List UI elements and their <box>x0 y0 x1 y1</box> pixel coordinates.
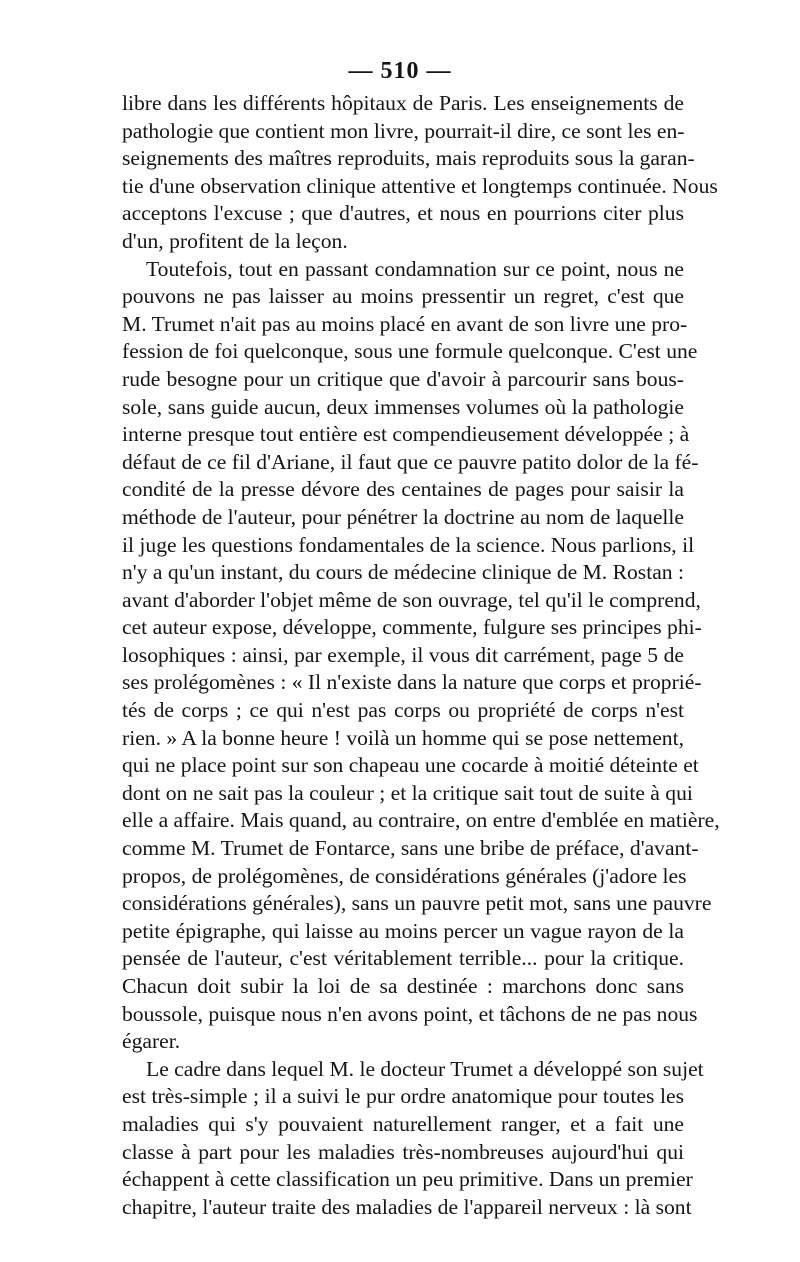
text-line: propos, de prolégomènes, de considérations générales (j'adore les <box>122 863 687 888</box>
text-line: condité de la presse dévore des centaines de pages pour saisir la <box>122 477 684 502</box>
text-line: cet auteur expose, développe, commente, fulgure ses principes phi- <box>122 615 702 640</box>
body-text <box>122 90 720 1221</box>
text-line: losophiques : ainsi, par exemple, il vous dit carrément, page 5 de <box>122 642 684 667</box>
text-line: pouvons ne pas laisser au moins pressentir un regret, c'est que <box>122 284 684 309</box>
text-line: ses prolégomènes : « Il n'existe dans la nature que corps et proprié- <box>122 670 702 695</box>
text-line: Chacun doit subir la loi de sa destinée : marchons donc sans <box>122 974 684 998</box>
text-line: Le cadre dans lequel M. le docteur Trumet a développé son sujet <box>146 1056 704 1081</box>
text-line: qui ne place point sur son chapeau une cocarde à moitié déteinte et <box>122 753 699 778</box>
text-line: interne presque tout entière est compendieusement développée ; à <box>122 422 690 447</box>
text-line: rien. » A la bonne heure ! voilà un homme qui se pose nettement, <box>122 725 684 750</box>
page-number: — 510 — <box>348 58 452 84</box>
text-line: petite épigraphe, qui laisse au moins percer un vague rayon de la <box>122 918 684 943</box>
text-line: libre dans les différents hôpitaux de Paris. Les enseignements de <box>122 91 684 115</box>
text-line: sole, sans guide aucun, deux immenses volumes où la pathologie <box>122 394 684 419</box>
text-line: seignements des maîtres reproduits, mais reproduits sous la garan- <box>122 146 695 171</box>
text-line: comme M. Trumet de Fontarce, sans une bribe de préface, d'avant- <box>122 836 699 861</box>
text-line: n'y a qu'un instant, du cours de médecine clinique de M. Rostan : <box>122 560 684 585</box>
text-line: d'un, profitent de la leçon. <box>122 228 348 253</box>
text-line: fession de foi quelconque, sous une formule quelconque. C'est une <box>122 339 698 364</box>
text-line: boussole, puisque nous n'en avons point, et tâchons de ne pas nous <box>122 1001 698 1026</box>
text-line: il juge les questions fondamentales de la science. Nous parlions, il <box>122 532 695 557</box>
text-line: classe à part pour les maladies très-nombreuses aujourd'hui qui <box>122 1139 684 1164</box>
text-line: elle a affaire. Mais quand, au contraire, on entre d'emblée en matière, <box>122 808 720 833</box>
text-line: acceptons l'excuse ; que d'autres, et nous en pourrions citer plus <box>122 201 684 226</box>
text-line: rude besogne pour un critique que d'avoir à parcourir sans bous- <box>122 366 684 391</box>
text-line: chapitre, l'auteur traite des maladies de l'appareil nerveux : là sont <box>122 1194 692 1219</box>
text-line: dont on ne sait pas la couleur ; et la critique sait tout de suite à qui <box>122 780 693 805</box>
text-line: M. Trumet n'ait pas au moins placé en avant de son livre une pro- <box>122 311 688 336</box>
text-line: tie d'une observation clinique attentive et longtemps continuée. Nous <box>122 173 718 198</box>
text-line: pathologie que contient mon livre, pourrait-il dire, ce sont les en- <box>122 118 685 143</box>
text-line: échappent à cette classification un peu primitive. Dans un premier <box>122 1167 693 1192</box>
text-line: considérations générales), sans un pauvre petit mot, sans une pauvre <box>122 891 712 916</box>
text-line: tés de corps ; ce qui n'est pas corps ou propriété de corps n'est <box>122 698 684 723</box>
text-line: est très-simple ; il a suivi le pur ordre anatomique pour toutes les <box>122 1084 684 1109</box>
text-line: avant d'aborder l'objet même de son ouvrage, tel qu'il le comprend, <box>122 587 701 612</box>
text-line: maladies qui s'y pouvaient naturellement ranger, et a fait une <box>122 1111 684 1136</box>
text-line: Toutefois, tout en passant condamnation sur ce point, nous ne <box>146 256 684 281</box>
text-line: défaut de ce fil d'Ariane, il faut que ce pauvre patito dolor de la fé- <box>122 449 699 474</box>
text-line: pensée de l'auteur, c'est véritablement terrible... pour la critique. <box>122 946 684 971</box>
text-line: méthode de l'auteur, pour pénétrer la doctrine au nom de laquelle <box>122 504 684 529</box>
text-line: égarer. <box>122 1029 181 1054</box>
